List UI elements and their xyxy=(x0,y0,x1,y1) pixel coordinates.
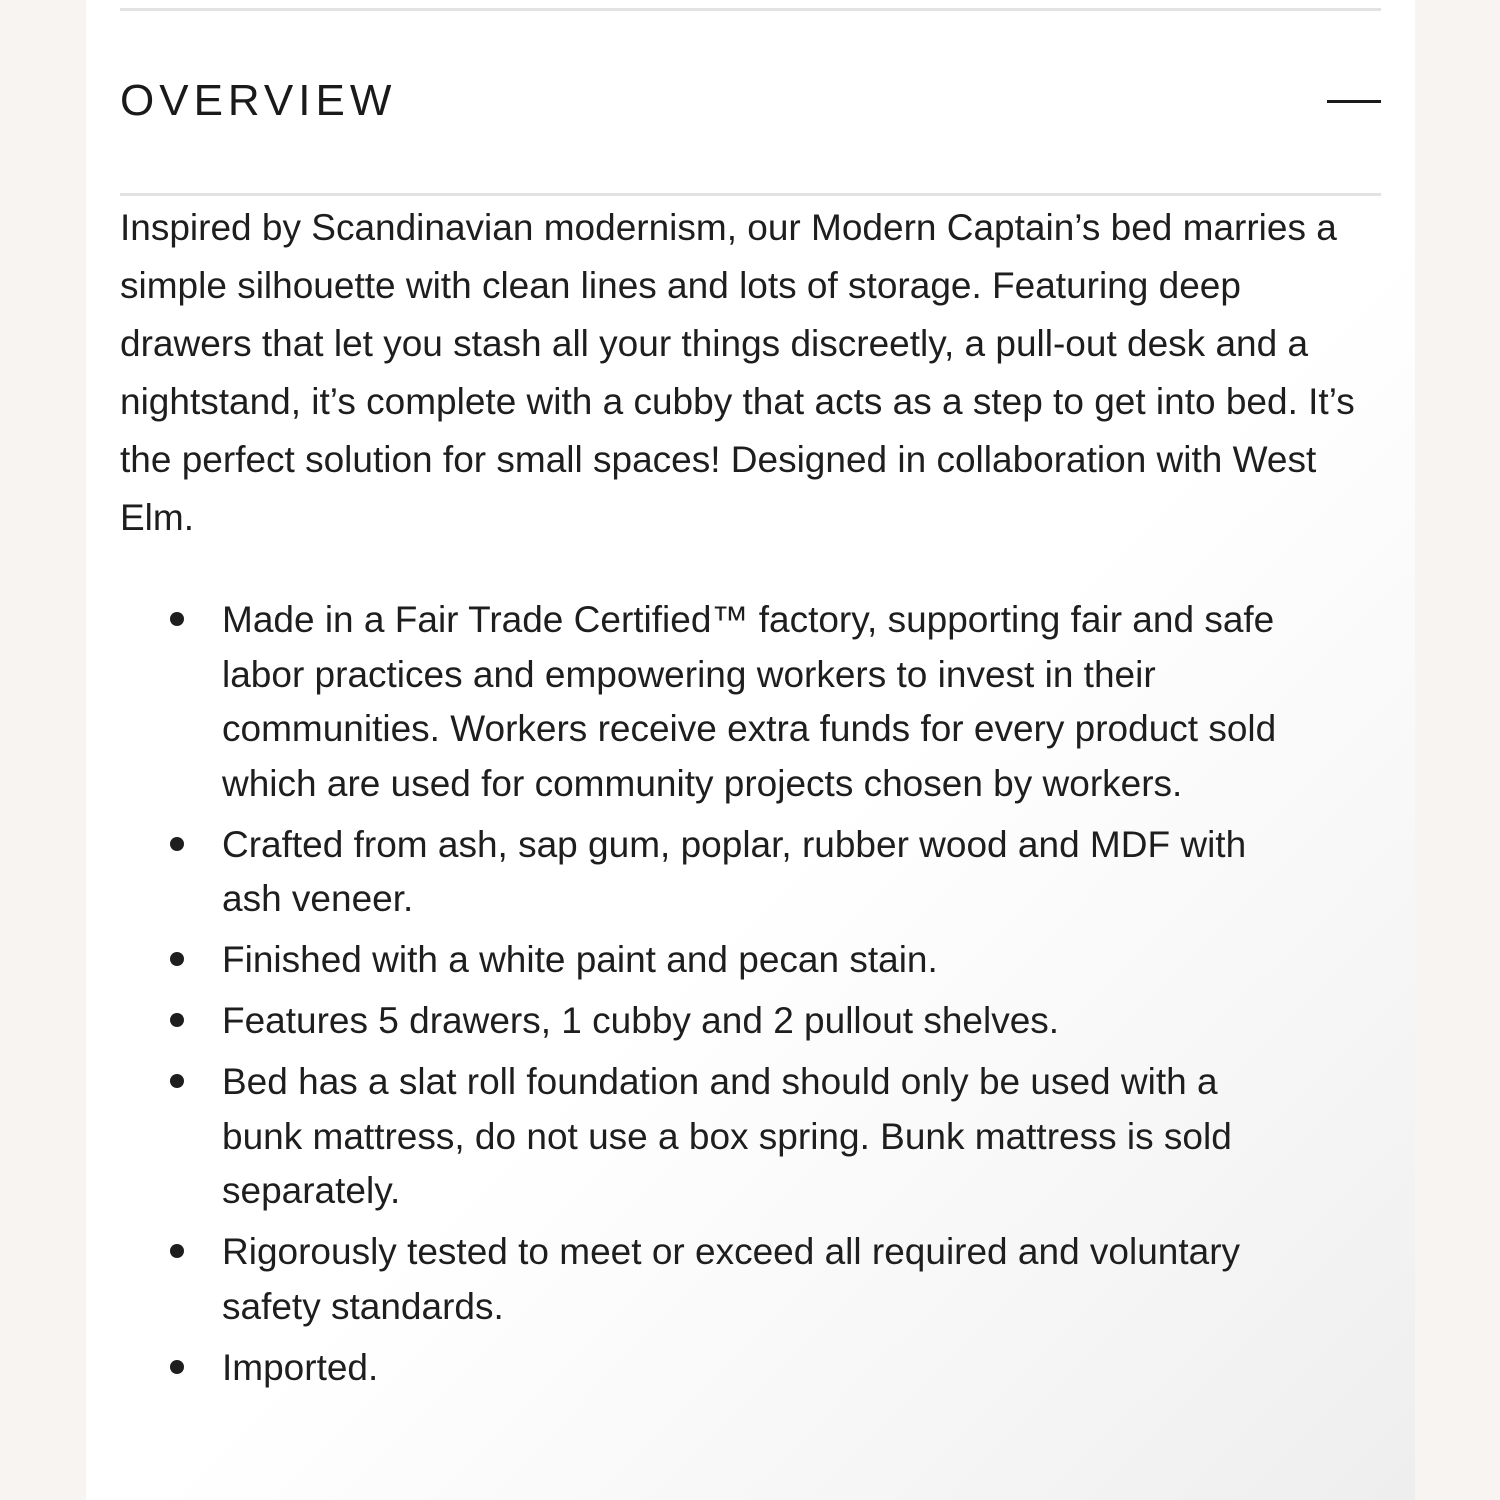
overview-section xyxy=(120,0,1381,1402)
list-item xyxy=(120,1055,1282,1219)
section-title: OVERVIEW xyxy=(120,76,397,125)
feature-text: Rigorously tested to meet or exceed all required and voluntary safety standards. xyxy=(222,1231,1241,1327)
bullet-icon xyxy=(170,1360,184,1374)
bullet-icon xyxy=(170,837,184,851)
feature-text: Finished with a white paint and pecan stain. xyxy=(222,939,938,980)
list-item xyxy=(120,1341,1282,1396)
feature-text: Imported. xyxy=(222,1346,379,1388)
overview-accordion-header[interactable] xyxy=(120,11,1381,193)
bullet-icon xyxy=(170,952,184,966)
minus-icon[interactable] xyxy=(1327,82,1381,122)
feature-text: Crafted from ash, sap gum, poplar, rubber wood and MDF with ash veneer. xyxy=(222,823,1247,919)
feature-list xyxy=(120,593,1381,1395)
bullet-icon xyxy=(170,1074,184,1088)
bullet-icon xyxy=(170,1013,184,1027)
feature-text: Made in a Fair Trade Certified™ factory, supporting fair and safe labor practices and empowering workers to invest in their communities. Workers receive extra funds for every product sold which are used for community projects chosen by workers. xyxy=(222,599,1277,804)
overview-description: Inspired by Scandinavian modernism, our Modern Captain’s bed marries a simple silhouette with clean lines and lots of storage. Featuring deep drawers that let you stash all your things discreetly, a pull-out desk and a nightstand, it’s complete with a cubby that acts as a step to get into bed. It’s the perfect solution for small spaces! Designed in collaboration with West Elm. xyxy=(120,207,1355,538)
list-item xyxy=(120,994,1282,1049)
feature-text: Bed has a slat roll foundation and should only be used with a bunk mattress, do not use a box spring. Bunk mattress is sold separately. xyxy=(222,1061,1232,1211)
list-item xyxy=(120,593,1282,811)
list-item xyxy=(120,818,1282,927)
product-details-panel xyxy=(86,0,1415,1500)
bullet-icon xyxy=(170,612,184,626)
list-item xyxy=(120,933,1282,988)
feature-text: Features 5 drawers, 1 cubby and 2 pullout shelves. xyxy=(222,1000,1060,1041)
bullet-icon xyxy=(170,1244,184,1258)
list-item xyxy=(120,1225,1282,1334)
